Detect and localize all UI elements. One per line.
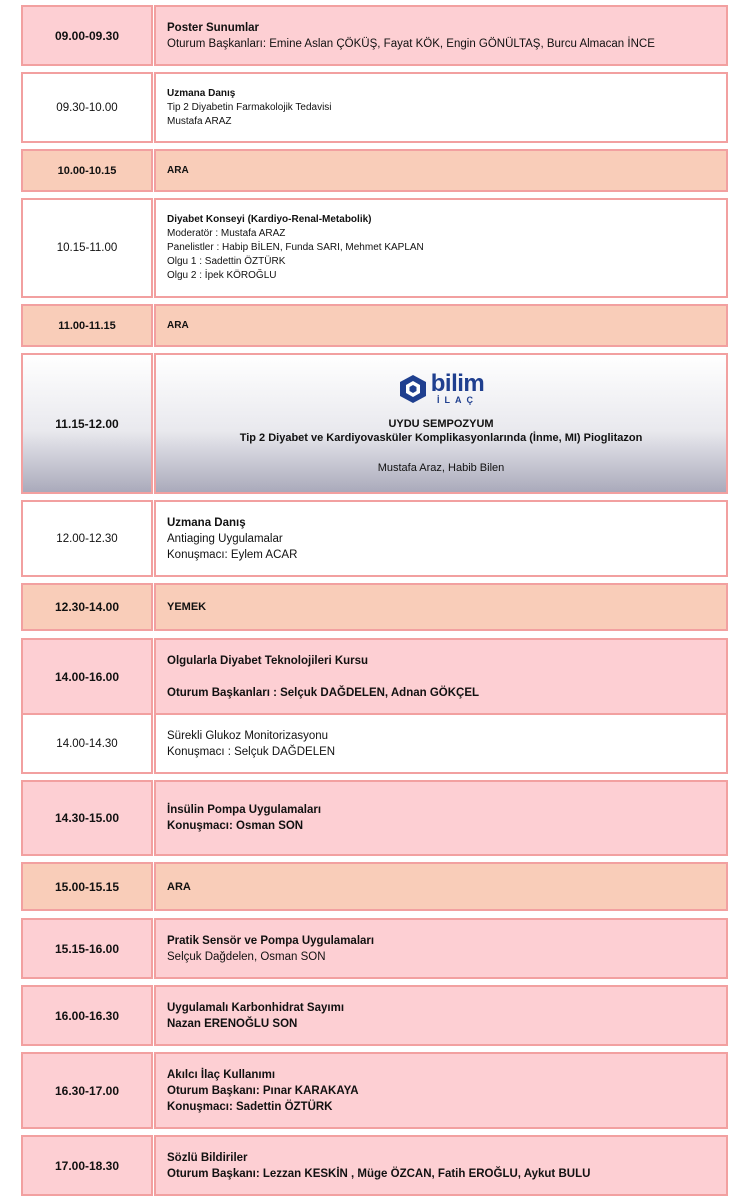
session-title: Uzmana Danış	[167, 516, 246, 529]
session-title: ARA	[167, 164, 189, 176]
session-content	[154, 583, 728, 631]
session-time: 09.00-09.30	[21, 5, 153, 66]
session-line: Olgu 1 : Sadettin ÖZTÜRK	[167, 256, 286, 267]
session-speakers: Mustafa Araz, Habib Bilen	[377, 461, 505, 474]
session-content	[154, 198, 728, 298]
session-time: 14.00-16.00	[21, 638, 153, 715]
session-title: İnsülin Pompa Uygulamaları	[167, 804, 322, 816]
session-line: Panelistler : Habip BİLEN, Funda SARI, Mehmet KAPLAN	[167, 242, 424, 253]
session-line: Tip 2 Diyabetin Farmakolojik Tedavisi	[167, 101, 332, 113]
session-title: Pratik Sensör ve Pompa Uygulamaları	[167, 934, 375, 947]
session-content	[154, 5, 728, 66]
session-row	[21, 5, 728, 66]
session-time: 14.00-14.30	[21, 713, 153, 774]
session-title: Uzmana Danış	[167, 87, 236, 99]
session-row	[21, 72, 728, 143]
session-title: Poster Sunumlar	[167, 21, 260, 34]
session-time: 12.30-14.00	[21, 583, 153, 631]
session-content	[154, 1052, 728, 1129]
session-row	[21, 198, 728, 298]
break-row	[21, 304, 728, 347]
session-line: Olgu 2 : İpek KÖROĞLU	[167, 270, 277, 281]
session-time: 16.00-16.30	[21, 985, 153, 1046]
session-chair: Oturum Başkanları : Selçuk DAĞDELEN, Adnan GÖKÇEL	[167, 686, 480, 699]
session-title: Diyabet Konseyi (Kardiyo-Renal-Metabolik)	[167, 214, 372, 225]
session-row	[21, 985, 728, 1046]
session-time: 15.00-15.15	[21, 862, 153, 911]
session-title: Akılcı İlaç Kullanımı	[167, 1068, 276, 1081]
session-line: Konuşmacı: Eylem ACAR	[167, 548, 298, 561]
session-speaker: Konuşmacı: Sadettin ÖZTÜRK	[167, 1100, 333, 1113]
session-chair: Oturum Başkanı: Pınar KARAKAYA	[167, 1084, 359, 1097]
session-title: Sözlü Bildiriler	[167, 1151, 248, 1164]
session-row	[21, 638, 728, 715]
session-time: 17.00-18.30	[21, 1135, 153, 1196]
session-time: 15.15-16.00	[21, 918, 153, 979]
session-row	[21, 1135, 728, 1196]
session-content	[154, 985, 728, 1046]
session-speaker: Konuşmacı: Osman SON	[167, 820, 304, 832]
session-content	[154, 500, 728, 577]
session-line: Sürekli Glukoz Monitorizasyonu	[167, 729, 329, 742]
session-speaker: Nazan ERENOĞLU SON	[167, 1017, 298, 1030]
session-content	[154, 780, 728, 856]
session-line: Konuşmacı : Selçuk DAĞDELEN	[167, 745, 336, 758]
sponsor-logo	[398, 369, 485, 405]
session-time: 10.15-11.00	[21, 198, 153, 298]
session-time: 14.30-15.00	[21, 780, 153, 856]
session-line: Selçuk Dağdelen, Osman SON	[167, 950, 326, 963]
session-content	[154, 149, 728, 192]
session-row	[21, 780, 728, 856]
session-line: Antiaging Uygulamalar	[167, 532, 283, 545]
session-content	[154, 862, 728, 911]
session-content	[154, 918, 728, 979]
session-title: Uygulamalı Karbonhidrat Sayımı	[167, 1001, 345, 1014]
session-row	[21, 918, 728, 979]
session-title: Olgularla Diyabet Teknolojileri Kursu	[167, 654, 369, 667]
break-row	[21, 149, 728, 192]
session-time: 16.30-17.00	[21, 1052, 153, 1129]
sponsor-logo-icon	[398, 374, 428, 404]
session-title: YEMEK	[167, 601, 207, 613]
session-title: ARA	[167, 319, 189, 331]
session-time: 12.00-12.30	[21, 500, 153, 577]
logo-word: bilim	[430, 369, 485, 397]
session-title: ARA	[167, 880, 191, 893]
break-row	[21, 583, 728, 631]
session-subtitle: Tip 2 Diyabet ve Kardiyovasküler Komplikasyonlarında (İnme, MI) Pioglitazon	[239, 431, 643, 444]
session-time: 11.15-12.00	[21, 353, 153, 494]
logo-subtext: İLAÇ	[436, 394, 478, 405]
session-row	[21, 500, 728, 577]
session-content	[154, 72, 728, 143]
session-line: Oturum Başkanları: Emine Aslan ÇÖKÜŞ, Fayat KÖK, Engin GÖNÜLTAŞ, Burcu Almacan İNCE	[167, 37, 655, 50]
session-content	[154, 713, 728, 774]
session-chair: Oturum Başkanı: Lezzan KESKİN , Müge ÖZCAN, Fatih EROĞLU, Aykut BULU	[167, 1167, 591, 1180]
session-time: 11.00-11.15	[21, 304, 153, 347]
session-line: Mustafa ARAZ	[167, 115, 232, 127]
session-content	[154, 638, 728, 715]
symposium-row	[21, 353, 728, 494]
session-row	[21, 1052, 728, 1129]
session-line: Moderatör : Mustafa ARAZ	[167, 228, 286, 239]
session-title: UYDU SEMPOZYUM	[388, 417, 494, 430]
session-time: 10.00-10.15	[21, 149, 153, 192]
session-content	[154, 304, 728, 347]
session-content	[154, 1135, 728, 1196]
session-content	[154, 353, 728, 494]
session-time: 09.30-10.00	[21, 72, 153, 143]
break-row	[21, 862, 728, 911]
session-row	[21, 713, 728, 774]
